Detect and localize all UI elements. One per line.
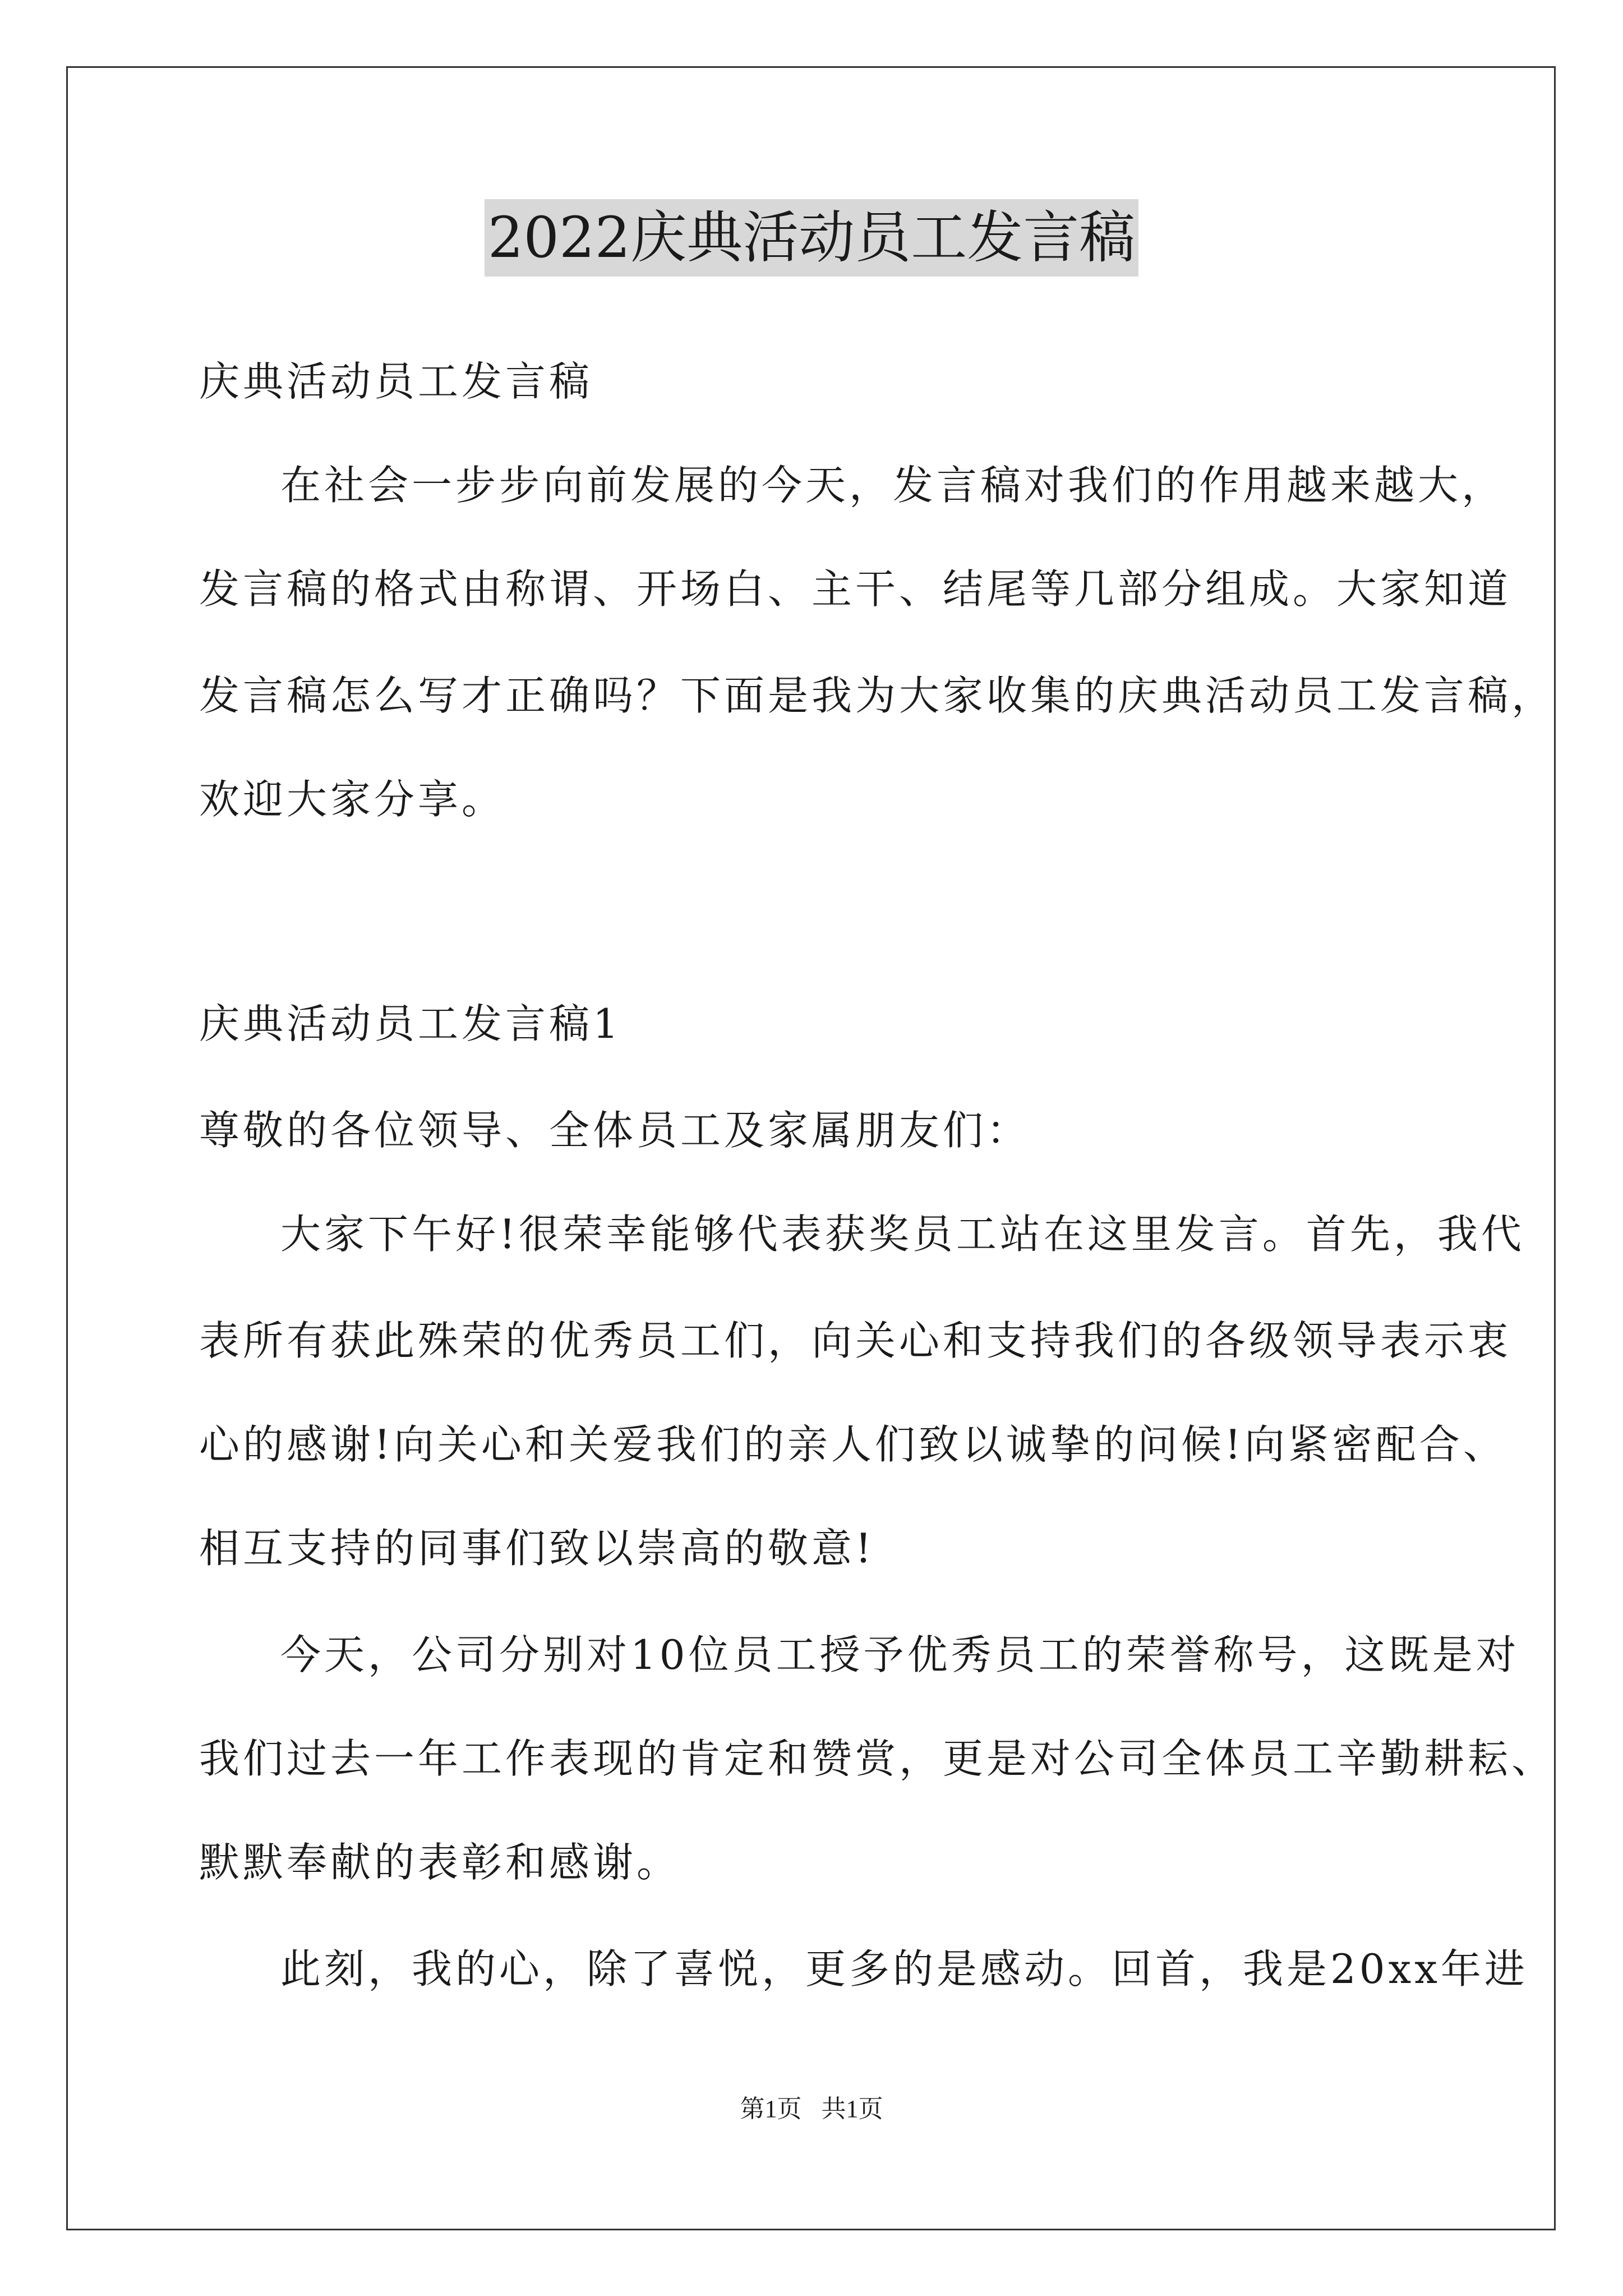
section-heading: 庆典活动员工发言稿1: [199, 1000, 622, 1047]
title-container: [0, 199, 1623, 277]
paragraph-line: 大家下午好!很荣幸能够代表获奖员工站在这里发言。首先，我代: [280, 1211, 1525, 1258]
paragraph-line: 今天，公司分别对10位员工授予优秀员工的荣誉称号，这既是对: [280, 1631, 1520, 1678]
paragraph-line: 我们过去一年工作表现的肯定和赞赏，更是对公司全体员工辛勤耕耘、: [199, 1735, 1556, 1782]
salutation-line: 尊敬的各位领导、全体员工及家属朋友们：: [199, 1107, 1031, 1154]
document-title: 2022庆典活动员工发言稿: [485, 199, 1139, 277]
paragraph-line: 在社会一步步向前发展的今天，发言稿对我们的作用越来越大，: [280, 462, 1506, 509]
paragraph-line: 发言稿的格式由称谓、开场白、主干、结尾等几部分组成。大家知道: [199, 565, 1512, 613]
page-total: 共1页: [821, 2095, 883, 2123]
paragraph-line: 默默奉献的表彰和感谢。: [199, 1839, 681, 1886]
paragraph-line: 发言稿怎么写才正确吗？下面是我为大家收集的庆典活动员工发言稿，: [199, 672, 1556, 719]
paragraph-line: 欢迎大家分享。: [199, 776, 506, 823]
paragraph-line: 相互支持的同事们致以崇高的敬意!: [199, 1525, 875, 1572]
page-footer: [0, 2092, 1623, 2126]
page-number: 第1页: [740, 2095, 802, 2123]
paragraph-line: 此刻，我的心，除了喜悦，更多的是感动。回首，我是20xx年进: [280, 1945, 1528, 1993]
subtitle-line: 庆典活动员工发言稿: [199, 358, 593, 405]
paragraph-line: 表所有获此殊荣的优秀员工们，向关心和支持我们的各级领导表示衷: [199, 1317, 1512, 1364]
paragraph-line: 心的感谢!向关心和关爱我们的亲人们致以诚挚的问候!向紧密配合、: [199, 1421, 1507, 1468]
